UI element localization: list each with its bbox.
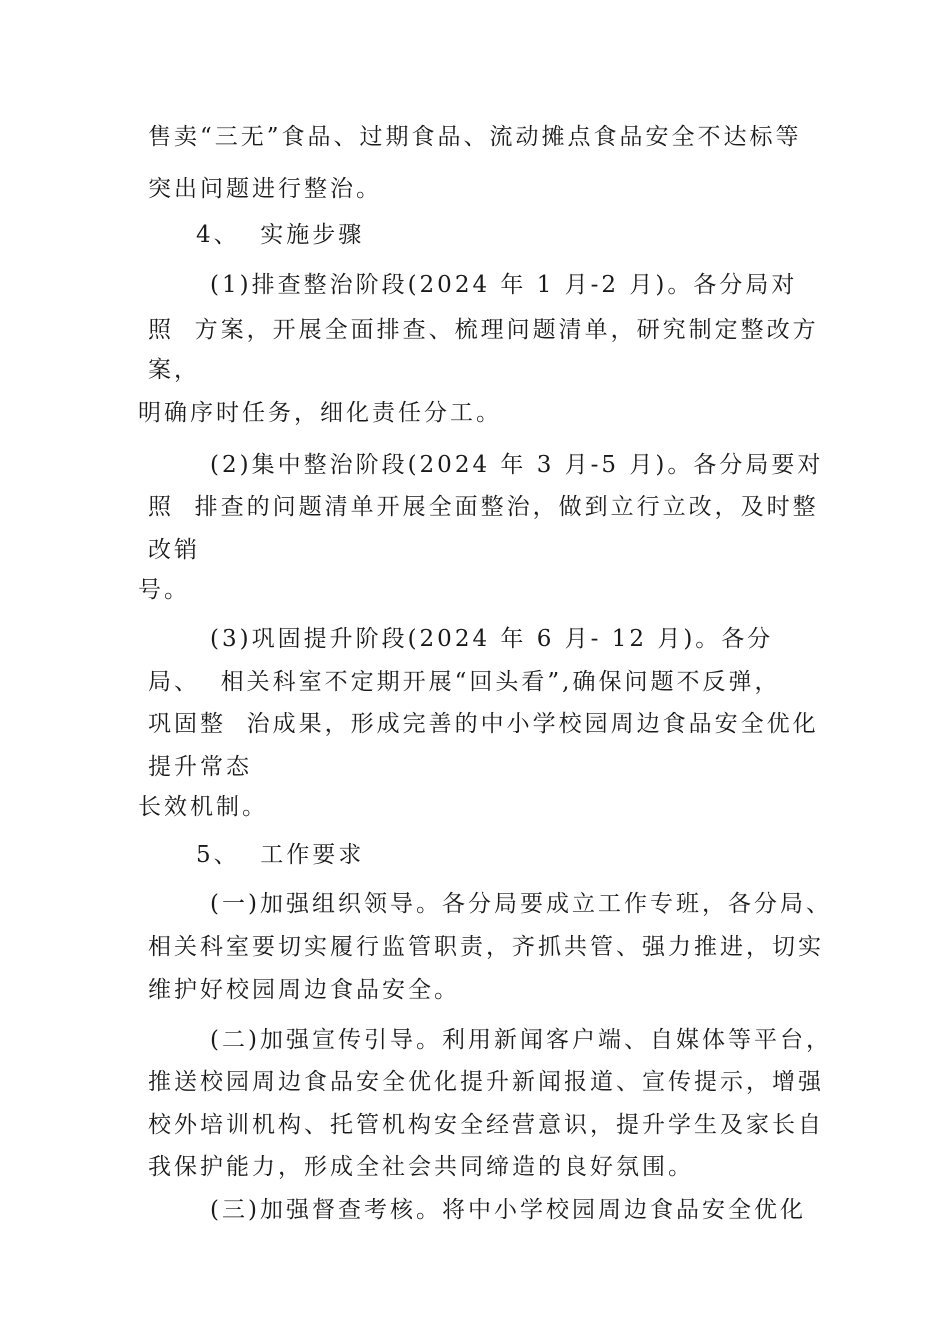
text-line: 推送校园周边食品安全优化提升新闻报道、宣传提示，增强 <box>148 1069 824 1095</box>
text-line: 维护好校园周边食品安全。 <box>148 977 460 1003</box>
text-line: 案， <box>148 357 200 383</box>
text-line: (三)加强督查考核。将中小学校园周边食品安全优化 <box>210 1197 806 1223</box>
text-line: 提升常态 <box>148 754 252 780</box>
section-heading: 4、 实施步骤 <box>196 222 365 248</box>
text-line: (3)巩固提升阶段(2024 年 6 月- 12 月)。各分 <box>210 626 774 652</box>
text-line: 校外培训机构、托管机构安全经营意识，提升学生及家长自 <box>148 1112 824 1138</box>
text-line: 照 排查的问题清单开展全面整治，做到立行立改，及时整 <box>148 494 819 520</box>
text-line: 相关科室要切实履行监管职责，齐抓共管、强力推进，切实 <box>148 934 824 960</box>
text-line: 我保护能力，形成全社会共同缔造的良好氛围。 <box>148 1154 694 1180</box>
text-line: 售卖“三无”食品、过期食品、流动摊点食品安全不达标等 <box>148 124 802 150</box>
text-line: 巩固整 治成果，形成完善的中小学校园周边食品安全优化 <box>148 711 819 737</box>
text-line: (一)加强组织领导。各分局要成立工作专班，各分局、 <box>210 891 832 917</box>
section-heading: 5、 工作要求 <box>196 842 365 868</box>
text-line: (2)集中整治阶段(2024 年 3 月-5 月)。各分局要对 <box>210 452 824 478</box>
text-line: (1)排查整治阶段(2024 年 1 月-2 月)。各分局对 <box>210 272 798 298</box>
text-line: (二)加强宣传引导。利用新闻客户端、自媒体等平台， <box>210 1027 832 1053</box>
text-line: 局、 相关科室不定期开展“回头看”,确保问题不反弹， <box>148 669 781 695</box>
text-line: 长效机制。 <box>138 794 268 820</box>
text-line: 突出问题进行整治。 <box>148 176 382 202</box>
text-line: 号。 <box>138 577 190 603</box>
text-line: 明确序时任务，细化责任分工。 <box>138 400 502 426</box>
text-line: 改销 <box>148 537 200 563</box>
text-line: 照 方案，开展全面排查、梳理问题清单，研究制定整改方 <box>148 317 819 343</box>
